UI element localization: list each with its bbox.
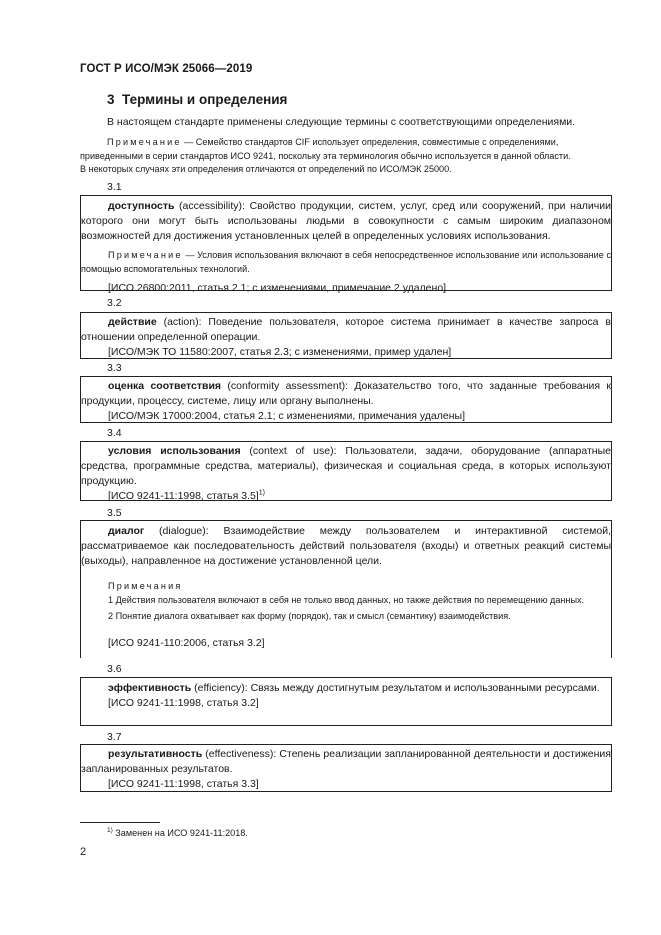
- term-definition: диалог (dialogue): Взаимодействие между пользователем и интерактивной системой, рассматриваемое как последовательность действий пользователя (входы) и ответных реакций системы (выходы), направленное на достижение установленной цели.: [81, 525, 611, 567]
- term-definition: условия использования (context of use): Пользователи, задачи, оборудование (аппаратные средства, программные средства, материалы), физическая и социальная среда, в которых используют продукцию.: [81, 445, 611, 487]
- term-number: 3.1: [107, 181, 122, 193]
- term-name: эффективность: [108, 682, 192, 694]
- footnote-divider: [80, 822, 160, 823]
- term-name: условия использования: [108, 445, 241, 457]
- term-definition: доступность (accessibility): Свойство продукции, систем, услуг, сред или сооружений, при наличии которого они могут быть использованы людьми в совокупности с самым широким диапазоном возможностей для достижения установленных целей в определенных условиях использования.: [81, 200, 611, 242]
- term-source: [ИСО 9241-11:1998, статья 3.5]$^{1)}$: [108, 489, 265, 502]
- term-name: действие: [108, 316, 157, 328]
- term-number: 3.3: [107, 362, 122, 374]
- document-header: ГОСТ Р ИСО/МЭК 25066—2019: [80, 63, 253, 75]
- term-source: [ИСО/МЭК ТО 11580:2007, статья 2.3; с изменениями, пример удален]: [108, 346, 452, 358]
- term-source: [ИСО 26800:2011, статья 2.1; с изменениями, примечание 2 удалено]: [108, 282, 447, 294]
- term-box: [80, 195, 612, 294]
- term-notes-label: Примечания: [108, 581, 183, 591]
- term-source: [ИСО 9241-11:1998, статья 3.2]: [108, 697, 259, 709]
- term-number: 3.2: [107, 297, 122, 309]
- general-note: Примечание — Семейство стандартов CIF использует определения, совместимые с определениями, приведенными в серии стандартов ИСО 9241, поскольку эта терминология обычно используется в данной области. В некоторых случаях эти определения отличаются от определений по ИСО/МЭК 25000.: [80, 137, 571, 174]
- term-source: [ИСО 9241-110:2006, статья 3.2]: [108, 636, 265, 649]
- term-number: 3.6: [107, 663, 122, 675]
- term-definition: оценка соответствия (conformity assessment): Доказательство того, что заданные требования к продукции, процессу, системе, лицу или органу выполнены.: [81, 380, 611, 407]
- term-box: [80, 677, 612, 726]
- term-box: [80, 312, 612, 359]
- footnote: $^{1)}$ Заменен на ИСО 9241-11:2018.: [107, 826, 248, 838]
- term-note: 2 Понятие диалога охватывает как форму (порядок), так и смысл (семантику) взаимодействия.: [108, 611, 511, 621]
- intro-text: В настоящем стандарте применены следующие термины с соответствующими определениями.: [107, 116, 576, 128]
- page-number: 2: [80, 846, 87, 858]
- term-number: 3.4: [107, 427, 122, 439]
- term-box: [80, 376, 612, 423]
- section-number: 3: [107, 92, 115, 107]
- term-definition: действие (action): Поведение пользователя, которое система принимает в качестве запроса в отношении определенной операции.: [81, 316, 611, 343]
- term-box: [80, 520, 612, 658]
- term-box: [80, 744, 612, 792]
- term-number: 3.7: [107, 731, 122, 743]
- term-name: диалог: [108, 525, 145, 537]
- term-name: оценка соответствия: [108, 380, 222, 392]
- term-note: 1 Действия пользователя включают в себя не только ввод данных, но также действия по перемещению данных.: [108, 594, 585, 605]
- term-box: [80, 441, 612, 501]
- term-source: [ИСО/МЭК 17000:2004, статья 2.1; с изменениями, примечания удалены]: [108, 410, 465, 422]
- section-title: [107, 92, 287, 107]
- term-definition: эффективность (efficiency): Связь между достигнутым результатом и использованными ресурсами.: [108, 682, 600, 694]
- footnote-mark: 1): [258, 489, 265, 497]
- term-name: доступность: [108, 200, 175, 212]
- term-number: 3.5: [107, 507, 122, 519]
- section-title-text: Термины и определения: [122, 92, 288, 107]
- term-name: результативность: [108, 748, 203, 760]
- term-source: [ИСО 9241-11:1998, статья 3.3]: [108, 778, 259, 790]
- term-note: Примечание — Условия использования включают в себя непосредственное использование или использование с помощью вспомогательных технологий.: [81, 250, 611, 274]
- term-definition: результативность (effectiveness): Степень реализации запланированной деятельности и достижения запланированных результатов.: [81, 748, 611, 775]
- note-label: Примечание: [107, 137, 182, 147]
